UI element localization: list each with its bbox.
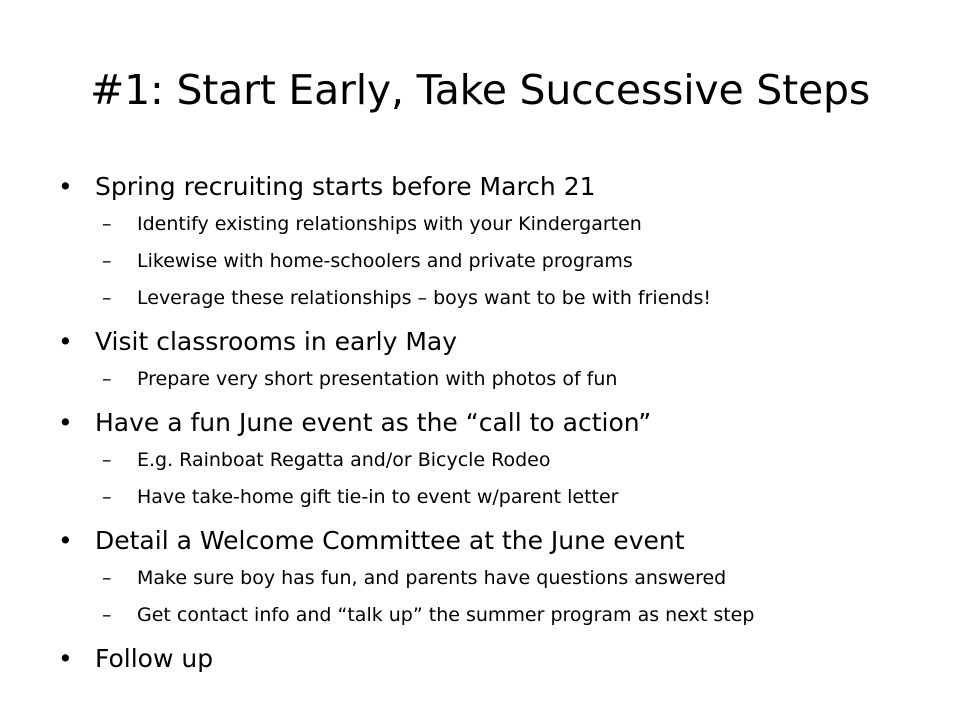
sub-bullet-item bbox=[55, 361, 935, 398]
sub-bullet-text: Identify existing relationships with your Kindergarten bbox=[137, 213, 642, 235]
sub-bullet-text: Have take-home gift tie-in to event w/parent letter bbox=[137, 486, 619, 508]
sub-bullet-text: Leverage these relationships – boys want to be with friends! bbox=[137, 287, 712, 309]
slide-title: #1: Start Early, Take Successive Steps bbox=[89, 66, 871, 114]
bullet-dot-icon: • bbox=[58, 526, 73, 555]
bullet-text: Visit classrooms in early May bbox=[95, 327, 458, 356]
bullet-group bbox=[55, 404, 935, 516]
bullet-dot-icon: • bbox=[58, 408, 73, 437]
sub-bullet-text: E.g. Rainboat Regatta and/or Bicycle Rodeo bbox=[137, 449, 551, 471]
dash-icon: – bbox=[102, 449, 112, 471]
bullet-item bbox=[55, 404, 935, 442]
dash-icon: – bbox=[102, 250, 112, 272]
bullet-text: Detail a Welcome Committee at the June event bbox=[95, 526, 685, 555]
sub-bullet-item bbox=[55, 442, 935, 479]
sub-bullet-item bbox=[55, 243, 935, 280]
bullet-group bbox=[55, 522, 935, 634]
sub-bullet-text: Prepare very short presentation with photos of fun bbox=[137, 368, 618, 390]
dash-icon: – bbox=[102, 368, 112, 390]
bullet-text: Follow up bbox=[95, 644, 214, 673]
dash-icon: – bbox=[102, 486, 112, 508]
bullet-text: Spring recruiting starts before March 21 bbox=[95, 172, 596, 201]
sub-bullet-item bbox=[55, 280, 935, 317]
sub-bullet-text: Make sure boy has fun, and parents have questions answered bbox=[137, 567, 727, 589]
sub-bullet-text: Likewise with home-schoolers and private programs bbox=[137, 250, 633, 272]
bullet-group bbox=[55, 640, 935, 678]
sub-bullet-item bbox=[55, 597, 935, 634]
bullet-text: Have a fun June event as the “call to action” bbox=[95, 408, 652, 437]
bullet-dot-icon: • bbox=[58, 327, 73, 356]
bullet-item bbox=[55, 168, 935, 206]
dash-icon: – bbox=[102, 287, 112, 309]
bullet-group bbox=[55, 323, 935, 398]
dash-icon: – bbox=[102, 567, 112, 589]
dash-icon: – bbox=[102, 213, 112, 235]
bullet-dot-icon: • bbox=[58, 172, 73, 201]
bullet-group bbox=[55, 168, 935, 317]
bullet-dot-icon: • bbox=[58, 644, 73, 673]
dash-icon: – bbox=[102, 604, 112, 626]
sub-bullet-text: Get contact info and “talk up” the summer program as next step bbox=[137, 604, 755, 626]
bullet-list bbox=[55, 168, 935, 678]
sub-bullet-item bbox=[55, 206, 935, 243]
bullet-item bbox=[55, 640, 935, 678]
bullet-item bbox=[55, 323, 935, 361]
sub-bullet-item bbox=[55, 479, 935, 516]
bullet-item bbox=[55, 522, 935, 560]
sub-bullet-item bbox=[55, 560, 935, 597]
